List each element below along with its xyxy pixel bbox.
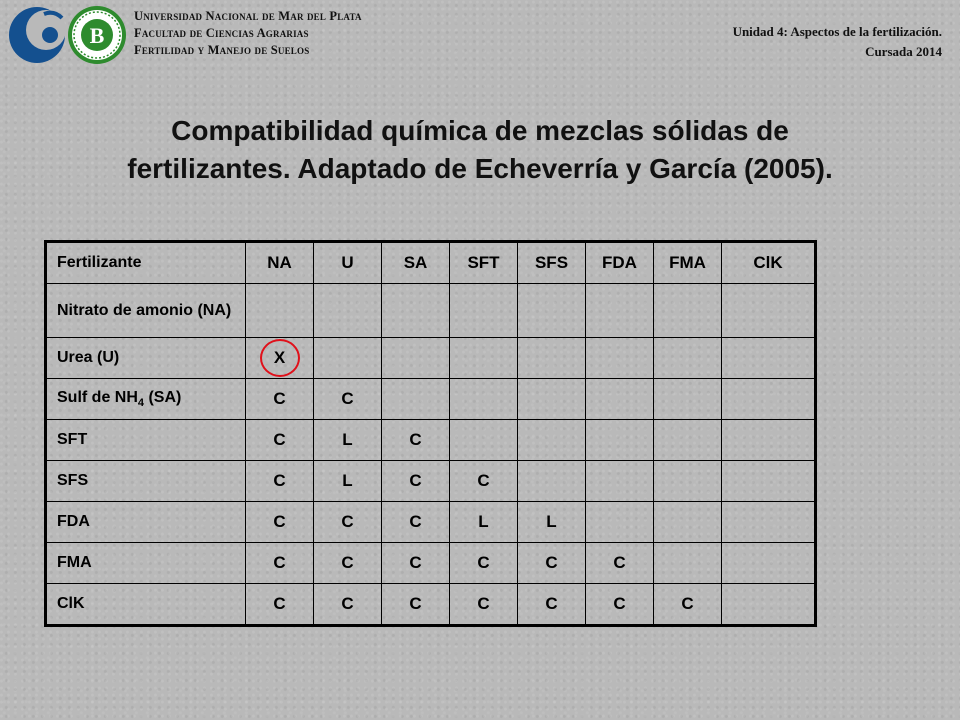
table-cell [450,338,518,379]
table-cell [382,284,450,338]
table-cell [722,584,816,626]
table-cell [586,502,654,543]
table-cell: C [246,379,314,420]
column-header-na: NA [246,242,314,284]
table-row [46,284,816,338]
row-label-prefix: Sulf de NH [57,388,138,406]
row-label: ClK [46,584,246,626]
table-header-row [46,242,816,284]
table-row [46,584,816,626]
table-cell [314,284,382,338]
compatibility-table [44,240,817,627]
unit-header [733,22,942,62]
table-cell: C [246,543,314,584]
table-cell: C [314,502,382,543]
row-label-subscript: 4 [137,397,145,410]
table-cell: C [450,461,518,502]
table-row [46,420,816,461]
table-cell: L [314,461,382,502]
university-name: Universidad Nacional de Mar del Plata [134,9,362,23]
table-cell [722,543,816,584]
cell-value: X [273,348,286,367]
table-cell [654,461,722,502]
column-header-sfs: SFS [518,242,586,284]
table-cell [518,284,586,338]
table-cell [246,284,314,338]
row-label: FDA [46,502,246,543]
table-cell [518,461,586,502]
table-cell: C [518,584,586,626]
table-cell [722,284,816,338]
table-cell: C [654,584,722,626]
table-cell: C [382,584,450,626]
table-cell [450,420,518,461]
row-label: FMA [46,543,246,584]
table-cell: C [450,543,518,584]
row-label: SFS [46,461,246,502]
table-cell: L [518,502,586,543]
table-cell: C [586,543,654,584]
table-row [46,502,816,543]
table-cell: C [246,584,314,626]
column-header-sa: SA [382,242,450,284]
slide-title-line-1: Compatibilidad química de mezclas sólidas de [171,115,789,146]
table-cell: C [518,543,586,584]
department-name: Fertilidad y Manejo de Suelos [134,43,310,57]
table-cell: C [314,543,382,584]
table-cell [654,338,722,379]
table-cell-highlighted [246,338,314,379]
table-row [46,379,816,420]
row-label: Urea (U) [46,338,246,379]
table-cell [722,420,816,461]
table-cell: C [246,502,314,543]
svg-text:B: B [89,23,105,48]
column-header-fda: FDA [586,242,654,284]
table-cell [518,420,586,461]
table-cell: C [246,461,314,502]
table-cell: C [586,584,654,626]
table-cell [382,338,450,379]
table-row [46,543,816,584]
table-cell [654,502,722,543]
table-cell [722,502,816,543]
table-cell [722,379,816,420]
table-row [46,338,816,379]
column-header-u: U [314,242,382,284]
table-cell [586,379,654,420]
table-cell: C [314,584,382,626]
table-cell: L [314,420,382,461]
column-header-sft: SFT [450,242,518,284]
column-header-fertilizante: Fertilizante [46,242,246,284]
table-cell [450,284,518,338]
table-cell: C [450,584,518,626]
column-header-fma: FMA [654,242,722,284]
table-cell [450,379,518,420]
table-cell [586,284,654,338]
table-cell [382,379,450,420]
university-header [134,8,362,59]
table-cell [586,420,654,461]
table-cell [654,420,722,461]
faculty-name: Facultad de Ciencias Agrarias [134,26,309,40]
table-cell [654,543,722,584]
table-cell [654,284,722,338]
table-cell [722,338,816,379]
table-cell [586,338,654,379]
row-label-suffix: (SA) [144,388,182,406]
row-label [46,379,246,420]
column-header-clk: ClK [722,242,816,284]
table-cell [518,379,586,420]
table-cell [518,338,586,379]
faculty-seal-logo [66,4,128,66]
table-cell: C [314,379,382,420]
table-cell [654,379,722,420]
table-cell: C [382,502,450,543]
slide-title-line-2: fertilizantes. Adaptado de Echeverría y García (2005). [127,153,833,184]
table-cell: C [382,420,450,461]
table-cell [314,338,382,379]
university-crest-logo [6,4,68,66]
row-label: Nitrato de amonio (NA) [46,284,246,338]
row-label: SFT [46,420,246,461]
table-cell: C [246,420,314,461]
table-cell [722,461,816,502]
table-cell [586,461,654,502]
table-cell: C [382,461,450,502]
course-year: Cursada 2014 [865,44,942,59]
slide-title [40,112,920,188]
table-cell: L [450,502,518,543]
unit-title: Unidad 4: Aspectos de la fertilización. [732,24,942,39]
table-row [46,461,816,502]
table-cell: C [382,543,450,584]
